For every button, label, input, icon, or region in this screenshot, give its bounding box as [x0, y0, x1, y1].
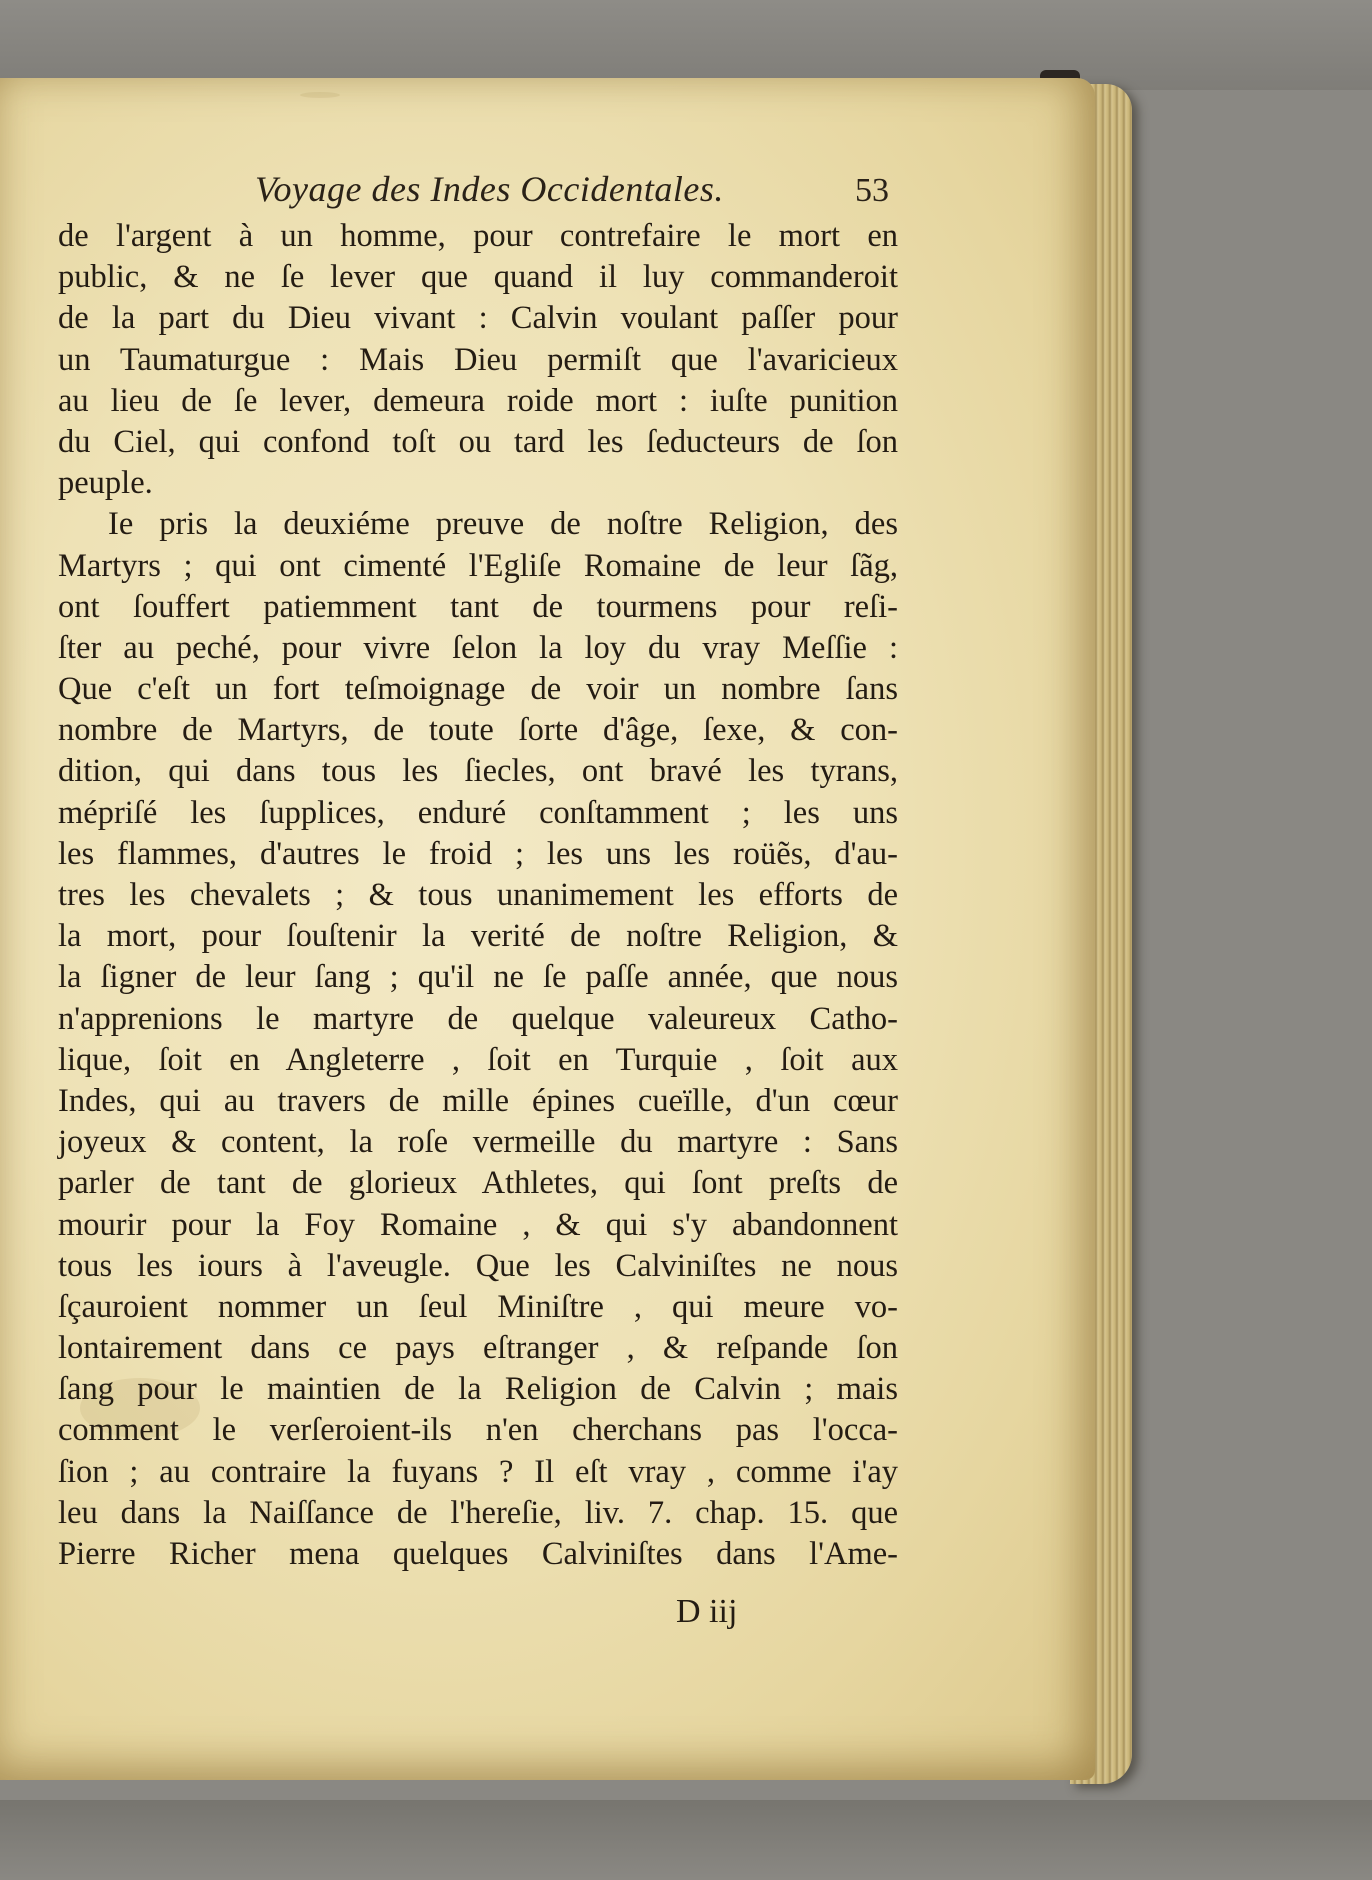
- text-line: les flammes, d'autres le froid ; les uns les roüẽs, d'au-: [58, 835, 898, 872]
- text-line: lique, ſoit en Angleterre , ſoit en Turquie , ſoit aux: [58, 1041, 898, 1078]
- text-line: Pierre Richer mena quelques Calviniſtes dans l'Ame-: [58, 1536, 898, 1572]
- text-line: nombre de Martyrs, de toute ſorte d'âge, ſexe, & con-: [58, 712, 898, 749]
- text-line: peuple.: [58, 465, 153, 502]
- text-line: au lieu de ſe lever, demeura roide mort : iuſte punition: [58, 382, 898, 419]
- background-top: [0, 0, 1372, 90]
- stain: [300, 92, 340, 98]
- text-line: la ſigner de leur ſang ; qu'il ne ſe paſſe année, que nous: [58, 959, 898, 996]
- text-line: ſang pour le maintien de la Religion de Calvin ; mais: [58, 1371, 898, 1408]
- body-text: [58, 216, 898, 1575]
- text-line: parler de tant de glorieux Athletes, qui ſont preſts de: [58, 1165, 898, 1202]
- text-line: Que c'eſt un fort teſmoignage de voir un nombre ſans: [58, 671, 898, 708]
- text-line: n'apprenions le martyre de quelque valeureux Catho-: [58, 1000, 898, 1037]
- text-line: lontairement dans ce pays eſtranger , & reſpande ſon: [58, 1330, 898, 1367]
- text-line: Martyrs ; qui ont cimenté l'Egliſe Romaine de leur ſãg,: [58, 547, 898, 584]
- text-line: ſion ; au contraire la fuyans ? Il eſt vray , comme i'ay: [58, 1453, 898, 1490]
- text-line: ont ſouffert patiemment tant de tourmens pour reſi-: [58, 588, 898, 625]
- text-line: Indes, qui au travers de mille épines cueïlle, d'un cœur: [58, 1082, 898, 1119]
- text-line: ſter au peché, pour vivre ſelon la loy du vray Meſſie :: [58, 629, 898, 666]
- page-number: 53: [855, 172, 889, 209]
- text-line: la mort, pour ſouſtenir la verité de noſtre Religion, &: [58, 918, 898, 955]
- text-line: ſçauroient nommer un ſeul Miniſtre , qui meure vo-: [58, 1288, 898, 1325]
- text-line: du Ciel, qui confond toſt ou tard les ſeducteurs de ſon: [58, 423, 898, 460]
- background-bottom: [0, 1800, 1372, 1880]
- text-line: leu dans la Naiſſance de l'hereſie, liv. 7. chap. 15. que: [58, 1494, 898, 1531]
- text-line: joyeux & content, la roſe vermeille du martyre : Sans: [58, 1124, 898, 1161]
- text-line: comment le verſeroient-ils n'en cherchans pas l'occa-: [58, 1412, 898, 1449]
- text-line: public, & ne ſe lever que quand il luy commanderoit: [58, 259, 898, 296]
- text-line: de l'argent à un homme, pour contrefaire le mort en: [58, 218, 898, 254]
- running-header: Voyage des Indes Occidentales.: [255, 169, 724, 209]
- text-line: Ie pris la deuxiéme preuve de noſtre Religion, des: [108, 506, 898, 543]
- text-line: mépriſé les ſupplices, enduré conſtamment ; les uns: [58, 794, 898, 831]
- text-line: mourir pour la Foy Romaine , & qui s'y abandonnent: [58, 1206, 898, 1243]
- text-line: tous les iours à l'aveugle. Que les Calviniſtes ne nous: [58, 1247, 898, 1284]
- text-line: tres les chevalets ; & tous unanimement les efforts de: [58, 877, 898, 913]
- text-line: dition, qui dans tous les ſiecles, ont bravé les tyrans,: [58, 753, 898, 790]
- text-line: de la part du Dieu vivant : Calvin voulant paſſer pour: [58, 300, 898, 337]
- text-line: un Taumaturgue : Mais Dieu permiſt que l'avaricieux: [58, 341, 898, 378]
- signature-mark: D iij: [676, 1593, 738, 1630]
